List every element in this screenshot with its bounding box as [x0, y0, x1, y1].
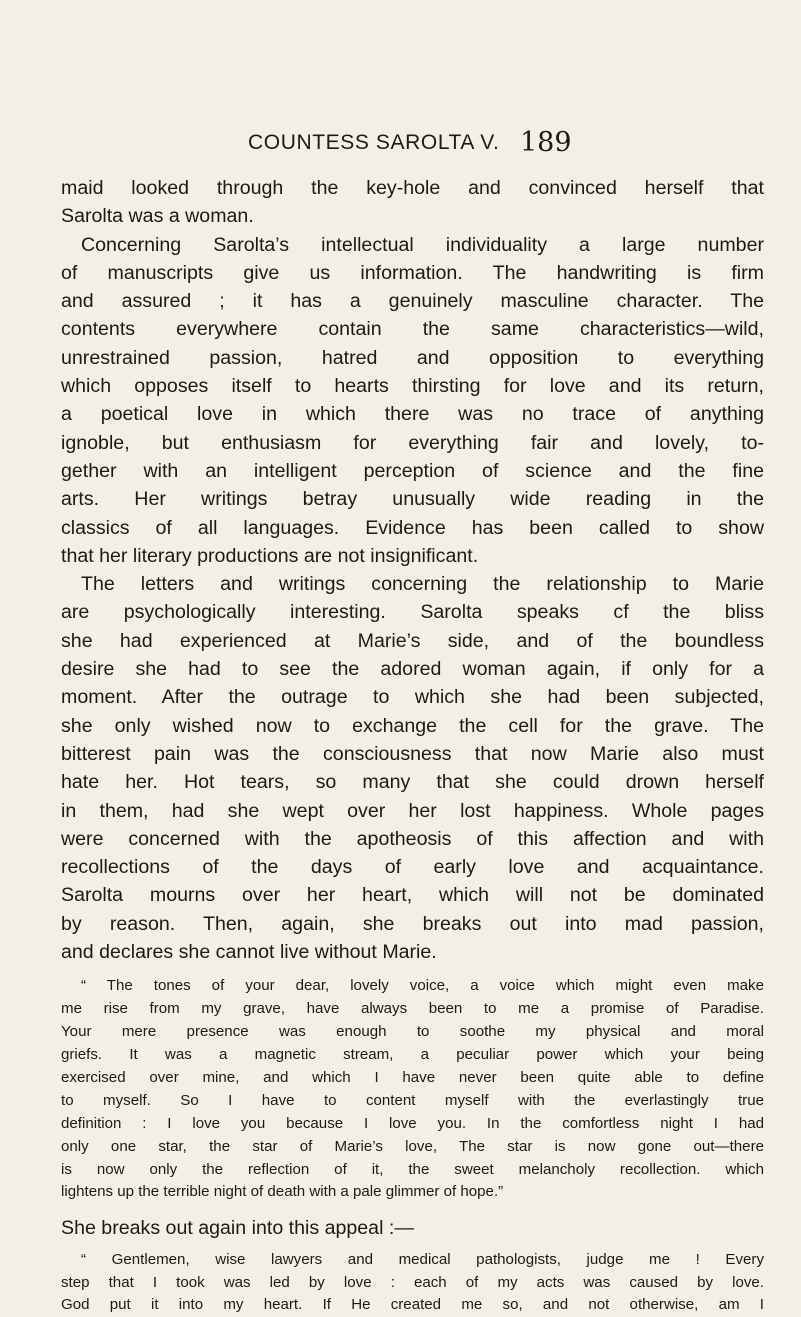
- text-line: Concerning Sarolta’s intellectual individuality a large number: [81, 233, 764, 256]
- text-line: Sarolta was a woman.: [61, 205, 254, 228]
- text-line: that her literary productions are not insignificant.: [61, 544, 479, 567]
- body-text: [61, 174, 764, 1317]
- text-line: God put it into my heart. If He created me so, and not otherwise, am I: [61, 1296, 764, 1314]
- running-title: COUNTESS SAROLTA V.: [248, 131, 500, 154]
- text-line: Sarolta mourns over her heart, which will not be dominated: [61, 884, 764, 907]
- text-line: me rise from my grave, have always been to me a promise of Paradise.: [61, 1000, 764, 1018]
- running-head: [214, 127, 794, 161]
- text-line: she had experienced at Marie’s side, and of the boundless: [61, 629, 764, 652]
- text-line: “ Gentlemen, wise lawyers and medical pathologists, judge me ! Every: [81, 1250, 764, 1268]
- text-line: exercised over mine, and which I have never been quite able to define: [61, 1068, 764, 1086]
- text-line: to myself. So I have to content myself with the everlastingly true: [61, 1091, 764, 1109]
- text-line: by reason. Then, again, she breaks out into mad passion,: [61, 912, 764, 935]
- paragraph-1: [61, 174, 764, 231]
- paragraph-2: [61, 231, 764, 571]
- text-line: contents everywhere contain the same characteristics—wild,: [61, 318, 764, 341]
- text-line: of manuscripts give us information. The handwriting is firm: [61, 261, 764, 284]
- text-line: only one star, the star of Marie’s love, The star is now gone out—there: [61, 1137, 764, 1155]
- text-line: moment. After the outrage to which she had been subjected,: [61, 686, 764, 709]
- text-line: She breaks out again into this appeal :—: [61, 1217, 414, 1240]
- text-line: unrestrained passion, hatred and opposition to everything: [61, 346, 764, 369]
- text-line: step that I took was led by love : each of my acts was caused by love.: [61, 1273, 764, 1291]
- text-line: are psychologically interesting. Sarolta speaks cf the bliss: [61, 601, 764, 624]
- text-line: in them, had she wept over her lost happiness. Whole pages: [61, 799, 764, 822]
- text-line: a poetical love in which there was no trace of anything: [61, 403, 764, 426]
- text-line: ignoble, but enthusiasm for everything fair and lovely, to-: [61, 431, 764, 454]
- quotation-1: [61, 975, 764, 1204]
- text-line: The letters and writings concerning the relationship to Marie: [81, 573, 764, 596]
- text-line: desire she had to see the adored woman again, if only for a: [61, 658, 764, 681]
- text-line: “ The tones of your dear, lovely voice, a voice which might even make: [81, 977, 764, 995]
- text-line: recollections of the days of early love and acquaintance.: [61, 856, 764, 879]
- text-line: gether with an intelligent perception of science and the fine: [61, 459, 764, 482]
- text-line: Your mere presence was enough to soothe my physical and moral: [61, 1023, 764, 1041]
- text-line: maid looked through the key-hole and convinced herself that: [61, 177, 764, 199]
- quotation-2: [61, 1249, 764, 1317]
- text-line: classics of all languages. Evidence has been called to show: [61, 516, 764, 539]
- text-line: is now only the reflection of it, the sweet melancholy recollection. which: [61, 1160, 764, 1178]
- text-line: were concerned with the apotheosis of this affection and with: [61, 827, 764, 850]
- text-line: definition : I love you because I love you. In the comfortless night I had: [61, 1114, 764, 1132]
- text-line: lightens up the terrible night of death with a pale glimmer of hope.”: [61, 1183, 504, 1201]
- text-line: she only wished now to exchange the cell for the grave. The: [61, 714, 764, 737]
- text-line: which opposes itself to hearts thirsting for love and its return,: [61, 375, 764, 398]
- paragraph-4: [61, 1214, 764, 1242]
- text-line: arts. Her writings betray unusually wide reading in the: [61, 488, 764, 511]
- text-line: and assured ; it has a genuinely masculine character. The: [61, 290, 764, 313]
- text-line: bitterest pain was the consciousness that now Marie also must: [61, 742, 764, 765]
- text-line: griefs. It was a magnetic stream, a peculiar power which your being: [61, 1046, 764, 1064]
- text-line: hate her. Hot tears, so many that she could drown herself: [61, 771, 764, 794]
- page-number: 189: [520, 127, 572, 158]
- paragraph-3: [61, 570, 764, 966]
- text-line: and declares she cannot live without Marie.: [61, 941, 437, 964]
